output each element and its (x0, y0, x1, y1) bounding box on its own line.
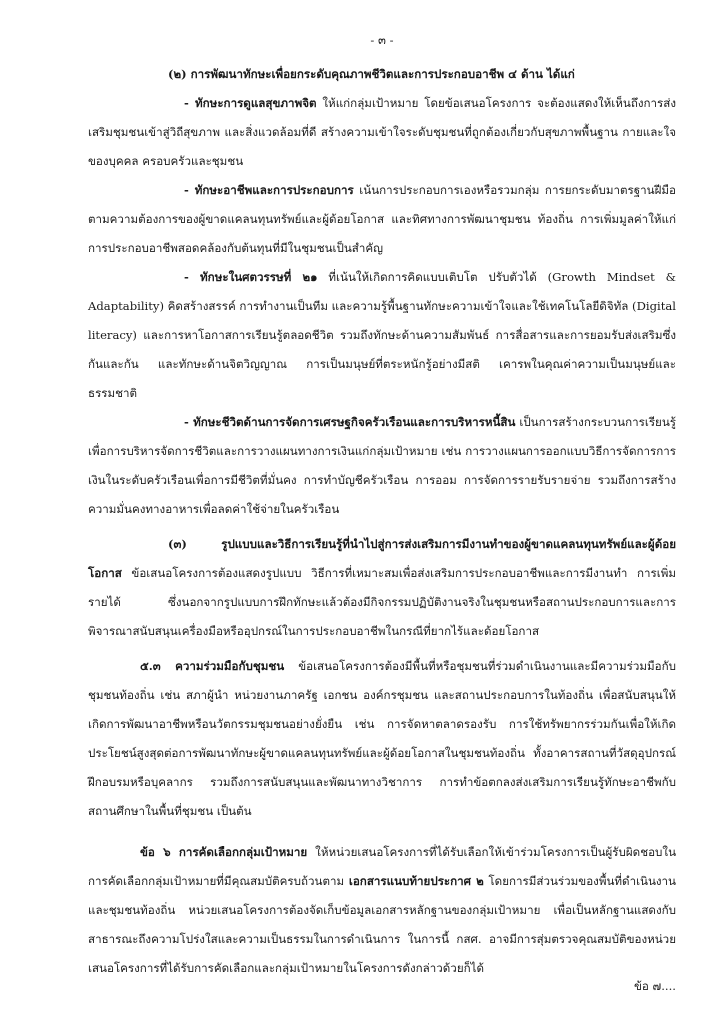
21st-century-skills-paragraph: - ทักษะในศตวรรษที่ ๒๑ ที่เน้นให้เกิดการคิดแบบเติบโต ปรับตัวได้ (Growth Mindset & Adaptability) คิดสร้างสรรค์ การทำงานเป็นทีม และความรู้พื้นฐานทักษะความเข้าใจและใช้เทคโนโลยีดิจิทัล (Digital literacy) และการหาโอกาสการเรียนรู้ตลอดชีวิต รวมถึงทักษะด้านความสัมพันธ์ การสื่อสารและการยอมรับส่งเสริมซึ่งกันและกัน และทักษะด้านจิตวิญญาณ การเป็นมนุษย์ที่ตระหนักรู้อย่างมีสติ เคารพในคุณค่าความเป็นมนุษย์และธรรมชาติ (88, 270, 676, 400)
article-6-paragraph: ข้อ ๖ การคัดเลือกกลุ่มเป้าหมาย ให้หน่วยเสนอโครงการที่ได้รับเลือกให้เข้าร่วมโครงการเป็นผู้รับผิดชอบในการคัดเลือกกลุ่มเป้าหมายที่มีคุณสมบัติครบถ้วนตาม เอกสารแนบท้ายประกาศ ๒ โดยการมีส่วนร่วมของพื้นที่ดำเนินงานและชุมชนท้องถิ่น หน่วยเสนอโครงการต้องจัดเก็บข้อมูลเอกสารหลักฐานของกลุ่มเป้าหมาย เพื่อเป็นหลักฐานแสดงกับสาธารณะถึงความโปร่งใสและความเป็นธรรมในการดำเนินการ ในการนี้ กสศ. อาจมีการสุ่มตรวจคุณสมบัติของหน่วยเสนอโครงการที่ได้รับการคัดเลือกและกลุ่มเป้าหมายในโครงการดังกล่าวด้วยก็ได้ (88, 845, 676, 975)
next-article-marker: ข้อ ๗.... (633, 979, 676, 993)
finance-skills-title: - ทักษะชีวิตด้านการจัดการเศรษฐกิจครัวเรือนและการบริหารหนี้สิน (184, 415, 516, 429)
health-skills-title: - ทักษะการดูแลสุขภาพจิต (184, 96, 317, 110)
attachment-reference: เอกสารแนบท้ายประกาศ ๒ (348, 874, 484, 888)
page-number: - ๓ - (370, 33, 394, 47)
section-3-title: (๓) รูปแบบและวิธีการเรียนรู้ที่นำไปสู่การส่งเสริมการมีงานทำของผู้ขาดแคลนทุนทรัพย์และผู้ด้อยโอกาส (88, 537, 676, 580)
article-6-title: ข้อ ๖ การคัดเลือกกลุ่มเป้าหมาย (140, 845, 308, 859)
career-skills-paragraph: - ทักษะอาชีพและการประกอบการ เน้นการประกอบการเองหรือรวมกลุ่ม การยกระดับมาตรฐานฝีมือ ตามความต้องการของผู้ขาดแคลนทุนทรัพย์และผู้ด้อยโอกาส และทิศทางการพัฒนาชุมชน ท้องถิ่น การเพิ่มมูลค่าให้แก่การประกอบอาชีพสอดคล้องกับต้นทุนที่มีในชุมชนเป็นสำคัญ (88, 183, 676, 255)
section-2-heading: (๒) การพัฒนาทักษะเพื่อยกระดับคุณภาพชีวิตและการประกอบอาชีพ ๔ ด้าน ได้แก่ (168, 67, 575, 81)
health-skills-paragraph: - ทักษะการดูแลสุขภาพจิต ให้แก่กลุ่มเป้าหมาย โดยข้อเสนอโครงการ จะต้องแสดงให้เห็นถึงการส่งเสริมชุมชนเข้าสู่วิถีสุขภาพ และสิ่งแวดล้อมที่ดี สร้างความเข้าใจระดับชุมชนที่ถูกต้องเกี่ยวกับสุขภาพพื้นฐาน กายและใจ ของบุคคล ครอบครัวและชุมชน (88, 96, 676, 168)
career-skills-title: - ทักษะอาชีพและการประกอบการ (184, 183, 354, 197)
finance-skills-paragraph: - ทักษะชีวิตด้านการจัดการเศรษฐกิจครัวเรือนและการบริหารหนี้สิน เป็นการสร้างกระบวนการเรียนรู้เพื่อการบริหารจัดการชีวิตและการวางแผนทางการเงินแก่กลุ่มเป้าหมาย เช่น การวางแผนการออกแบบวิธีการจัดการการเงินในระดับครัวเรือนเพื่อการมีชีวิตที่มั่นคง การทำบัญชีครัวเรือน การออม การจัดการรายรับรายจ่าย รวมถึงการสร้างความมั่นคงทางอาหารเพื่อลดค่าใช้จ่ายในครัวเรือน (88, 415, 676, 516)
21st-century-skills-title: - ทักษะในศตวรรษที่ ๒๑ (184, 270, 318, 284)
section-3-paragraph: (๓) รูปแบบและวิธีการเรียนรู้ที่นำไปสู่การส่งเสริมการมีงานทำของผู้ขาดแคลนทุนทรัพย์และผู้ด้อยโอกาส ข้อเสนอโครงการต้องแสดงรูปแบบ วิธีการที่เหมาะสมเพื่อส่งเสริมการประกอบอาชีพและการมีงานทำ การเพิ่มรายได้ ซึ่งนอกจากรูปแบบการฝึกทักษะแล้วต้องมีกิจกรรมปฏิบัติงานจริงในชุมชนหรือสถานประกอบการและการพิจารณาสนับสนุนเครื่องมือหรืออุปกรณ์ในการประกอบอาชีพในกรณีที่ยากไร้และด้อยโอกาส (88, 537, 676, 638)
section-5-3-title: ๕.๓ ความร่วมมือกับชุมชน (140, 659, 285, 673)
section-5-3-paragraph: ๕.๓ ความร่วมมือกับชุมชน ข้อเสนอโครงการต้องมีพื้นที่หรือชุมชนที่ร่วมดำเนินงานและมีความร่วมมือกับชุมชนท้องถิ่น เช่น สภาผู้นำ หน่วยงานภาครัฐ เอกชน องค์กรชุมชน และสถานประกอบการในท้องถิ่น เพื่อสนับสนุนให้เกิดการพัฒนาอาชีพหรือนวัตกรรมชุมชนอย่างยั่งยืน เช่น การจัดหาตลาดรองรับ การใช้ทรัพยากรร่วมกันเพื่อให้เกิดประโยชน์สูงสุดต่อการพัฒนาทักษะผู้ขาดแคลนทุนทรัพย์และผู้ด้อยโอกาสในชุมชนท้องถิ่น ทั้งอาคารสถานที่วัสดุอุปกรณ์ฝึกอบรมหรือบุคลากร รวมถึงการสนับสนุนและพัฒนาทางวิชาการ การทำข้อตกลงส่งเสริมการเรียนรู้ทักษะอาชีพกับสถานศึกษาในพื้นที่ชุมชน เป็นต้น (88, 659, 676, 818)
